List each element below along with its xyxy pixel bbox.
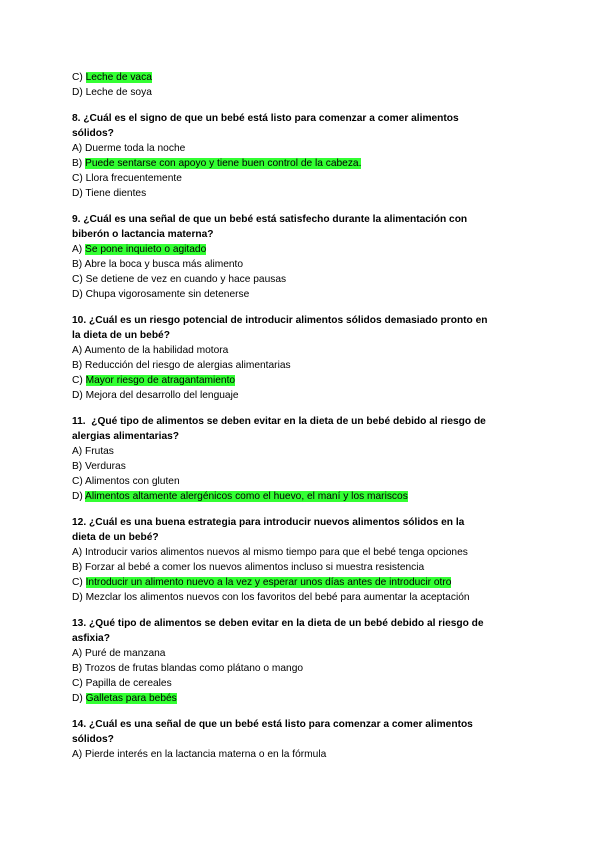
question-title bbox=[72, 213, 542, 242]
question-spacer bbox=[72, 302, 542, 314]
correct-answer-highlight: Galletas para bebés bbox=[85, 693, 177, 704]
question-title bbox=[72, 314, 542, 343]
option-text: Verduras bbox=[85, 461, 126, 472]
question-title bbox=[72, 617, 542, 646]
option-text: Papilla de cereales bbox=[85, 678, 172, 689]
question-title-line: 13. ¿Qué tipo de alimentos se deben evitar en la dieta de un bebé debido al riesgo de bbox=[72, 618, 484, 629]
option-letter: B) bbox=[72, 663, 85, 674]
option-letter: A) bbox=[72, 446, 86, 457]
question-spacer bbox=[72, 100, 542, 112]
question-spacer bbox=[72, 706, 542, 718]
answer-option bbox=[72, 459, 542, 474]
question-title-line: asfixia? bbox=[72, 632, 110, 644]
option-text: Tiene dientes bbox=[85, 188, 147, 199]
answer-option bbox=[72, 661, 542, 676]
question-title-line: 12. ¿Cuál es una buena estrategia para introducir nuevos alimentos sólidos en la bbox=[72, 517, 465, 528]
option-text: Leche de soya bbox=[85, 87, 152, 98]
option-text: Reducción del riesgo de alergias alimentarias bbox=[85, 360, 291, 371]
correct-answer-highlight: Mayor riesgo de atragantamiento bbox=[85, 375, 236, 386]
question-title-line: dieta de un bebé? bbox=[72, 531, 159, 543]
option-letter: A) bbox=[72, 749, 86, 760]
option-letter: D) bbox=[72, 592, 86, 603]
answer-option bbox=[72, 287, 542, 302]
option-letter: C) bbox=[72, 72, 86, 83]
answer-option bbox=[72, 545, 542, 560]
option-letter: A) bbox=[72, 244, 86, 255]
option-text: Alimentos con gluten bbox=[85, 476, 180, 487]
option-text: Frutas bbox=[85, 446, 114, 457]
question-title-line: 10. ¿Cuál es un riesgo potencial de introducir alimentos sólidos demasiado pronto en bbox=[72, 315, 488, 326]
option-text: Puré de manzana bbox=[85, 648, 166, 659]
correct-answer-highlight: Leche de vaca bbox=[85, 72, 152, 83]
option-letter: A) bbox=[72, 648, 86, 659]
option-letter: C) bbox=[72, 173, 86, 184]
answer-option bbox=[72, 186, 542, 201]
question-title-line: sólidos? bbox=[72, 127, 114, 139]
option-text: Llora frecuentemente bbox=[85, 173, 182, 184]
option-letter: A) bbox=[72, 143, 86, 154]
option-letter: C) bbox=[72, 274, 86, 285]
option-text: Aumento de la habilidad motora bbox=[84, 345, 229, 356]
question-block bbox=[72, 314, 542, 403]
answer-option bbox=[72, 747, 542, 762]
answer-option bbox=[72, 242, 542, 257]
option-text: Trozos de frutas blandas como plátano o mango bbox=[84, 663, 304, 674]
answer-option bbox=[72, 560, 542, 575]
option-text: Mezclar los alimentos nuevos con los favoritos del bebé para aumentar la aceptación bbox=[85, 592, 470, 603]
question-list bbox=[72, 100, 542, 762]
option-text: Duerme toda la noche bbox=[85, 143, 186, 154]
option-letter: A) bbox=[72, 547, 86, 558]
question-spacer bbox=[72, 605, 542, 617]
option-letter: B) bbox=[72, 158, 86, 169]
question-title-line: 9. ¿Cuál es una señal de que un bebé está satisfecho durante la alimentación con bbox=[72, 214, 468, 225]
question-title bbox=[72, 112, 542, 141]
option-letter: D) bbox=[72, 188, 86, 199]
option-letter: B) bbox=[72, 259, 85, 270]
answer-option bbox=[72, 489, 542, 504]
answer-option bbox=[72, 156, 542, 171]
option-text: Pierde interés en la lactancia materna o en la fórmula bbox=[85, 749, 327, 760]
option-letter: A) bbox=[72, 345, 85, 356]
answer-option bbox=[72, 646, 542, 661]
question-title-line: 8. ¿Cuál es el signo de que un bebé está listo para comenzar a comer alimentos bbox=[72, 113, 459, 124]
question-block bbox=[72, 617, 542, 706]
option-letter: D) bbox=[72, 491, 86, 502]
option-text: Chupa vigorosamente sin detenerse bbox=[85, 289, 250, 300]
correct-answer-highlight: Puede sentarse con apoyo y tiene buen control de la cabeza. bbox=[85, 158, 362, 169]
answer-option bbox=[72, 171, 542, 186]
question-title-line: sólidos? bbox=[72, 733, 114, 745]
answer-option bbox=[72, 474, 542, 489]
question-title-line: 11. ¿Qué tipo de alimentos se deben evitar en la dieta de un bebé debido al riesgo de bbox=[72, 416, 486, 427]
option-letter: B) bbox=[72, 360, 86, 371]
correct-answer-highlight: Se pone inquieto o agitado bbox=[85, 244, 207, 255]
question-block bbox=[72, 718, 542, 762]
question-spacer bbox=[72, 504, 542, 516]
option-text: Forzar al bebé a comer los nuevos alimentos incluso si muestra resistencia bbox=[85, 562, 425, 573]
document-page bbox=[72, 70, 542, 762]
question-title-line: alergias alimentarias? bbox=[72, 430, 180, 442]
question-title bbox=[72, 415, 542, 444]
answer-option bbox=[72, 343, 542, 358]
option-letter: C) bbox=[72, 678, 86, 689]
answer-option bbox=[72, 85, 542, 100]
question-title-line: 14. ¿Cuál es una señal de que un bebé está listo para comenzar a comer alimentos bbox=[72, 719, 473, 730]
answer-option bbox=[72, 444, 542, 459]
question-block bbox=[72, 516, 542, 605]
answer-option bbox=[72, 272, 542, 287]
answer-option bbox=[72, 691, 542, 706]
option-letter: B) bbox=[72, 461, 86, 472]
question-block bbox=[72, 112, 542, 201]
answer-option bbox=[72, 373, 542, 388]
question-spacer bbox=[72, 403, 542, 415]
answer-option bbox=[72, 575, 542, 590]
correct-answer-highlight: Introducir un alimento nuevo a la vez y esperar unos días antes de introducir otro bbox=[85, 577, 452, 588]
question-title-line: la dieta de un bebé? bbox=[72, 329, 170, 341]
option-text: Mejora del desarrollo del lenguaje bbox=[85, 390, 239, 401]
option-letter: D) bbox=[72, 390, 86, 401]
answer-option bbox=[72, 70, 542, 85]
option-letter: D) bbox=[72, 693, 86, 704]
answer-option bbox=[72, 141, 542, 156]
option-letter: D) bbox=[72, 289, 86, 300]
continued-options bbox=[72, 70, 542, 100]
question-block bbox=[72, 213, 542, 302]
question-block bbox=[72, 415, 542, 504]
option-letter: C) bbox=[72, 476, 86, 487]
option-text: Abre la boca y busca más alimento bbox=[84, 259, 244, 270]
option-text: Introducir varios alimentos nuevos al mismo tiempo para que el bebé tenga opciones bbox=[85, 547, 468, 558]
option-letter: C) bbox=[72, 375, 86, 386]
question-title bbox=[72, 516, 542, 545]
option-letter: D) bbox=[72, 87, 86, 98]
answer-option bbox=[72, 590, 542, 605]
question-title bbox=[72, 718, 542, 747]
answer-option bbox=[72, 676, 542, 691]
option-letter: C) bbox=[72, 577, 86, 588]
question-spacer bbox=[72, 201, 542, 213]
answer-option bbox=[72, 257, 542, 272]
answer-option bbox=[72, 358, 542, 373]
option-text: Se detiene de vez en cuando y hace pausas bbox=[85, 274, 287, 285]
option-letter: B) bbox=[72, 562, 86, 573]
answer-option bbox=[72, 388, 542, 403]
correct-answer-highlight: Alimentos altamente alergénicos como el huevo, el maní y los mariscos bbox=[85, 491, 408, 502]
question-title-line: biberón o lactancia materna? bbox=[72, 228, 214, 240]
